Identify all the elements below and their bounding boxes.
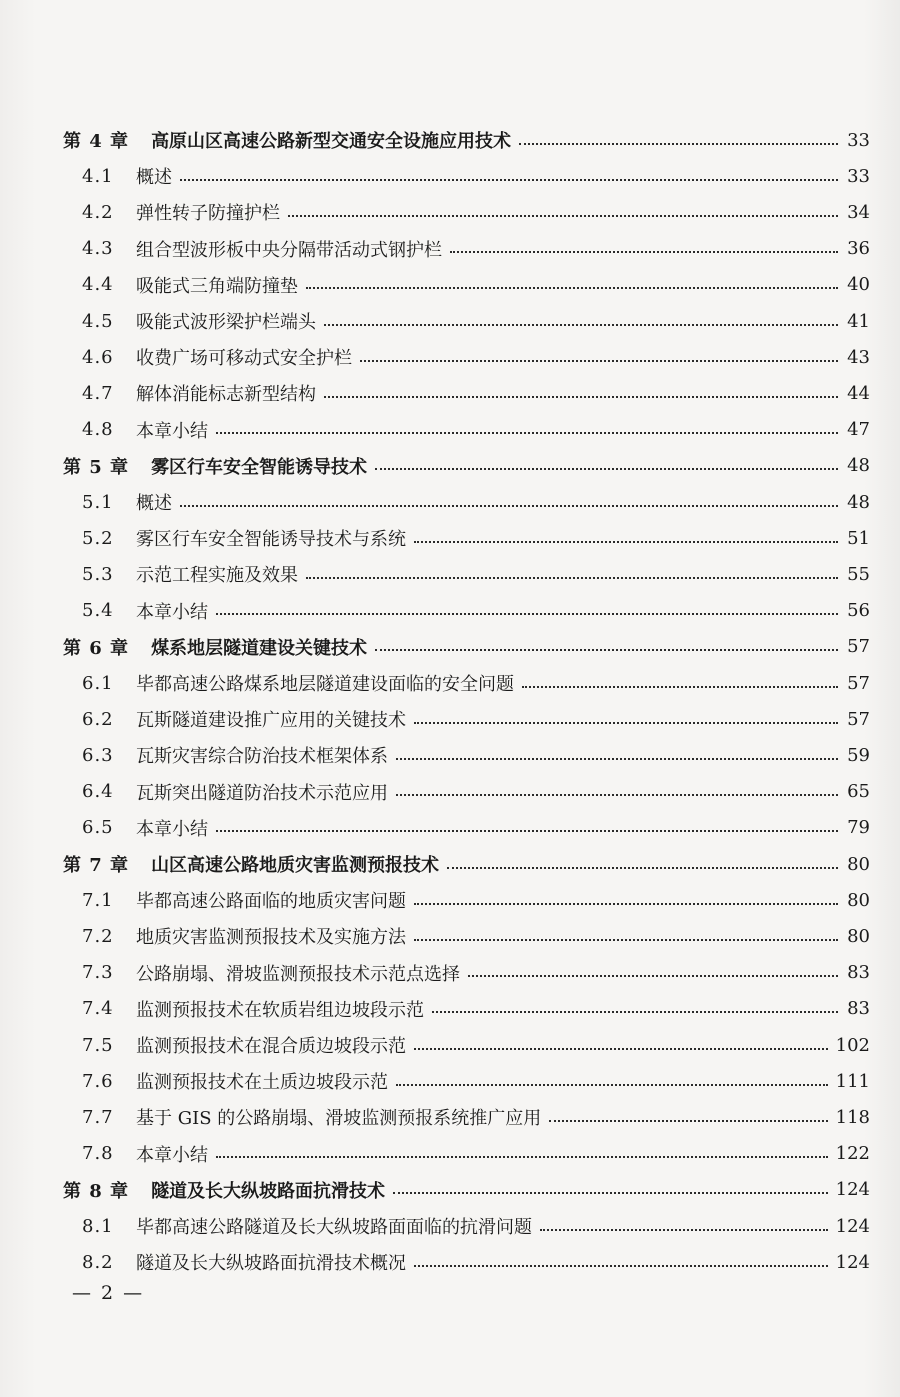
toc-chapter-entry [63,846,870,882]
toc-entry-page: 57 [847,708,870,730]
toc-entry-page: 43 [847,346,870,368]
toc-entry-page: 57 [847,636,870,658]
toc-entry-number: 7.5 [82,1034,114,1056]
toc-entry-page: 122 [835,1143,870,1165]
toc-entry-title: 收费广场可移动式安全护栏 [136,348,352,370]
dot-leader [549,1119,827,1122]
toc-entry-number: 7.2 [82,925,114,947]
dot-leader [216,612,838,615]
toc-entry-title: 瓦斯突出隧道防治技术示范应用 [136,782,388,804]
dot-leader [393,1191,828,1194]
toc-entry-number: 4.4 [82,274,114,296]
toc-entry-page: 41 [847,310,870,332]
toc-entry-title: 煤系地层隧道建设关键技术 [151,637,368,659]
toc-chapter-entry [63,629,870,665]
toc-entry-title: 本章小结 [136,818,208,840]
toc-entry-page: 47 [847,419,870,441]
toc-entry-title: 隧道及长大纵坡路面抗滑技术 [151,1180,386,1202]
toc-entry-page: 102 [835,1034,870,1056]
toc-section-entry [82,231,870,267]
dot-leader [414,1047,828,1050]
toc-entry-title: 解体消能标志新型结构 [136,384,316,406]
dot-leader [288,214,838,217]
toc-entry-page: 124 [835,1179,870,1201]
dot-leader [450,250,838,253]
dot-leader [414,721,838,724]
toc-entry-number: 4.3 [82,238,114,260]
toc-entry-number: 6.1 [82,672,114,694]
toc-entry-page: 44 [847,382,870,404]
toc-chapter-entry [63,1172,870,1208]
page-number-footer: — 2 — [72,1282,145,1304]
toc-chapter-entry [63,448,870,484]
dot-leader [375,467,838,470]
toc-entry-number: 第 7 章 [63,855,130,876]
toc-entry-title: 毕都高速公路隧道及长大纵坡路面面临的抗滑问题 [136,1217,532,1238]
toc-entry-number: 4.5 [82,310,114,332]
dot-leader [324,323,838,326]
toc-entry-title: 基于 GIS 的公路崩塌、滑坡监测预报系统推广应用 [136,1108,542,1130]
toc-entry-page: 51 [847,527,870,549]
dot-leader [216,829,838,832]
toc-section-entry [82,701,870,737]
dot-leader [216,1155,828,1158]
toc-entry-title: 组合型波形板中央分隔带活动式钢护栏 [136,239,442,261]
dot-leader [414,938,838,941]
toc-section-entry [82,665,870,701]
toc-entry-page: 111 [835,1070,870,1092]
toc-entry-page: 79 [847,817,870,839]
toc-entry-title: 雾区行车安全智能诱导技术 [151,456,368,478]
toc-entry-title: 概述 [136,167,172,189]
toc-section-entry [82,918,870,954]
toc-entry-title: 示范工程实施及效果 [136,565,298,587]
toc-entry-page: 124 [835,1251,870,1273]
toc-entry-number: 4.2 [82,201,114,223]
toc-section-entry [82,158,870,194]
toc-section-entry [82,810,870,846]
toc-section-entry [82,1027,870,1063]
toc-entry-number: 6.2 [82,708,114,730]
toc-entry-page: 80 [847,889,870,911]
toc-entry-title: 本章小结 [136,601,208,623]
toc-section-entry [82,339,870,375]
toc-section-entry [82,520,870,556]
toc-section-entry [82,267,870,303]
dot-leader [306,576,838,579]
toc-entry-number: 第 8 章 [63,1180,130,1202]
toc-entry-number: 5.2 [82,527,114,549]
toc-chapter-entry [63,122,870,158]
toc-entry-title: 吸能式三角端防撞垫 [136,275,298,297]
dot-leader [519,142,838,145]
toc-entry-page: 34 [847,201,870,223]
toc-entry-page: 57 [847,672,870,694]
dot-leader [414,1264,828,1267]
toc-entry-title: 地质灾害监测预报技术及实施方法 [136,927,406,949]
toc-entry-number: 4.8 [82,419,114,441]
toc-section-entry [82,593,870,629]
toc-entry-number: 7.4 [82,998,114,1020]
toc-section-entry [82,1244,870,1280]
dot-leader [396,1083,828,1086]
toc-entry-number: 6.4 [82,781,114,803]
toc-entry-number: 6.5 [82,817,114,839]
toc-entry-title: 雾区行车安全智能诱导技术与系统 [136,529,406,551]
dot-leader [522,685,838,688]
toc-section-entry [82,484,870,520]
toc-entry-number: 第 5 章 [63,456,130,478]
toc-section-entry [82,1208,870,1244]
toc-entry-number: 4.6 [82,346,114,368]
toc-entry-page: 33 [847,165,870,187]
toc-entry-number: 7.6 [82,1070,114,1092]
toc-entry-title: 本章小结 [136,420,208,442]
toc-entry-number: 7.7 [82,1106,114,1128]
dot-leader [216,431,838,434]
toc-entry-title: 瓦斯隧道建设推广应用的关键技术 [136,710,406,732]
dot-leader [396,793,838,796]
dot-leader [375,648,838,651]
toc-entry-title: 吸能式波形梁护栏端头 [136,312,316,333]
toc-entry-title: 瓦斯灾害综合防治技术框架体系 [136,746,388,768]
toc-entry-number: 7.3 [82,962,114,984]
dot-leader [180,178,838,181]
toc-entry-number: 8.1 [82,1215,114,1237]
toc-entry-page: 59 [847,744,870,766]
toc-section-entry [82,1063,870,1099]
toc-entry-title: 毕都高速公路面临的地质灾害问题 [136,891,406,913]
toc-entry-title: 公路崩塌、滑坡监测预报技术示范点选择 [136,963,460,985]
toc-entry-title: 监测预报技术在土质边坡段示范 [136,1072,388,1094]
toc-section-entry [82,882,870,918]
dot-leader [432,1010,838,1013]
dot-leader [324,395,838,398]
dot-leader [396,757,838,760]
dot-leader [447,866,838,869]
toc-entry-title: 隧道及长大纵坡路面抗滑技术概况 [136,1253,406,1275]
dot-leader [468,974,838,977]
toc-section-entry [82,991,870,1027]
toc-entry-page: 118 [835,1106,870,1128]
toc-entry-number: 5.1 [82,491,114,513]
toc-entry-number: 6.3 [82,744,114,766]
toc-section-entry [82,737,870,773]
toc-entry-title: 毕都高速公路煤系地层隧道建设面临的安全问题 [136,674,514,695]
toc-entry-number: 5.3 [82,563,114,585]
toc-entry-number: 5.4 [82,600,114,622]
toc-section-entry [82,1136,870,1172]
toc-section-entry [82,303,870,339]
toc-entry-title: 弹性转子防撞护栏 [136,203,280,225]
toc-section-entry [82,412,870,448]
toc-entry-number: 4.7 [82,382,114,404]
toc-entry-number: 4.1 [82,165,114,187]
dot-leader [180,504,838,507]
toc-entry-title: 监测预报技术在软质岩组边坡段示范 [136,999,424,1021]
toc-section-entry [82,955,870,991]
toc-entry-page: 55 [847,563,870,585]
dot-leader [414,540,838,543]
toc-entry-page: 80 [847,925,870,947]
dot-leader [414,902,838,905]
toc-section-entry [82,1099,870,1135]
toc-section-entry [82,194,870,230]
toc-entry-page: 83 [847,962,870,984]
toc-entry-title: 山区高速公路地质灾害监测预报技术 [151,855,440,876]
toc-entry-page: 56 [847,600,870,622]
dot-leader [360,359,838,362]
toc-entry-page: 124 [835,1215,870,1237]
toc-section-entry [82,774,870,810]
toc-entry-title: 概述 [136,493,172,514]
toc-entry-number: 7.8 [82,1143,114,1165]
toc-entry-page: 80 [847,853,870,875]
dot-leader [306,286,838,289]
dot-leader [540,1228,828,1231]
toc-entry-number: 8.2 [82,1251,114,1273]
toc-entry-title: 本章小结 [136,1144,208,1166]
toc-entry-title: 监测预报技术在混合质边坡段示范 [136,1036,406,1057]
toc-section-entry [82,375,870,411]
toc-entry-page: 40 [847,274,870,296]
toc-entry-page: 48 [847,491,870,513]
toc-entry-page: 65 [847,781,870,803]
toc-entry-number: 7.1 [82,889,114,911]
toc-entry-number: 第 6 章 [63,637,130,659]
toc-entry-page: 36 [847,238,870,260]
toc-entry-page: 83 [847,998,870,1020]
toc-section-entry [82,556,870,592]
toc-entry-number: 第 4 章 [63,131,130,152]
toc-entry-page: 33 [847,129,870,151]
toc-entry-title: 高原山区高速公路新型交通安全设施应用技术 [151,131,512,152]
toc-entry-page: 48 [847,455,870,477]
